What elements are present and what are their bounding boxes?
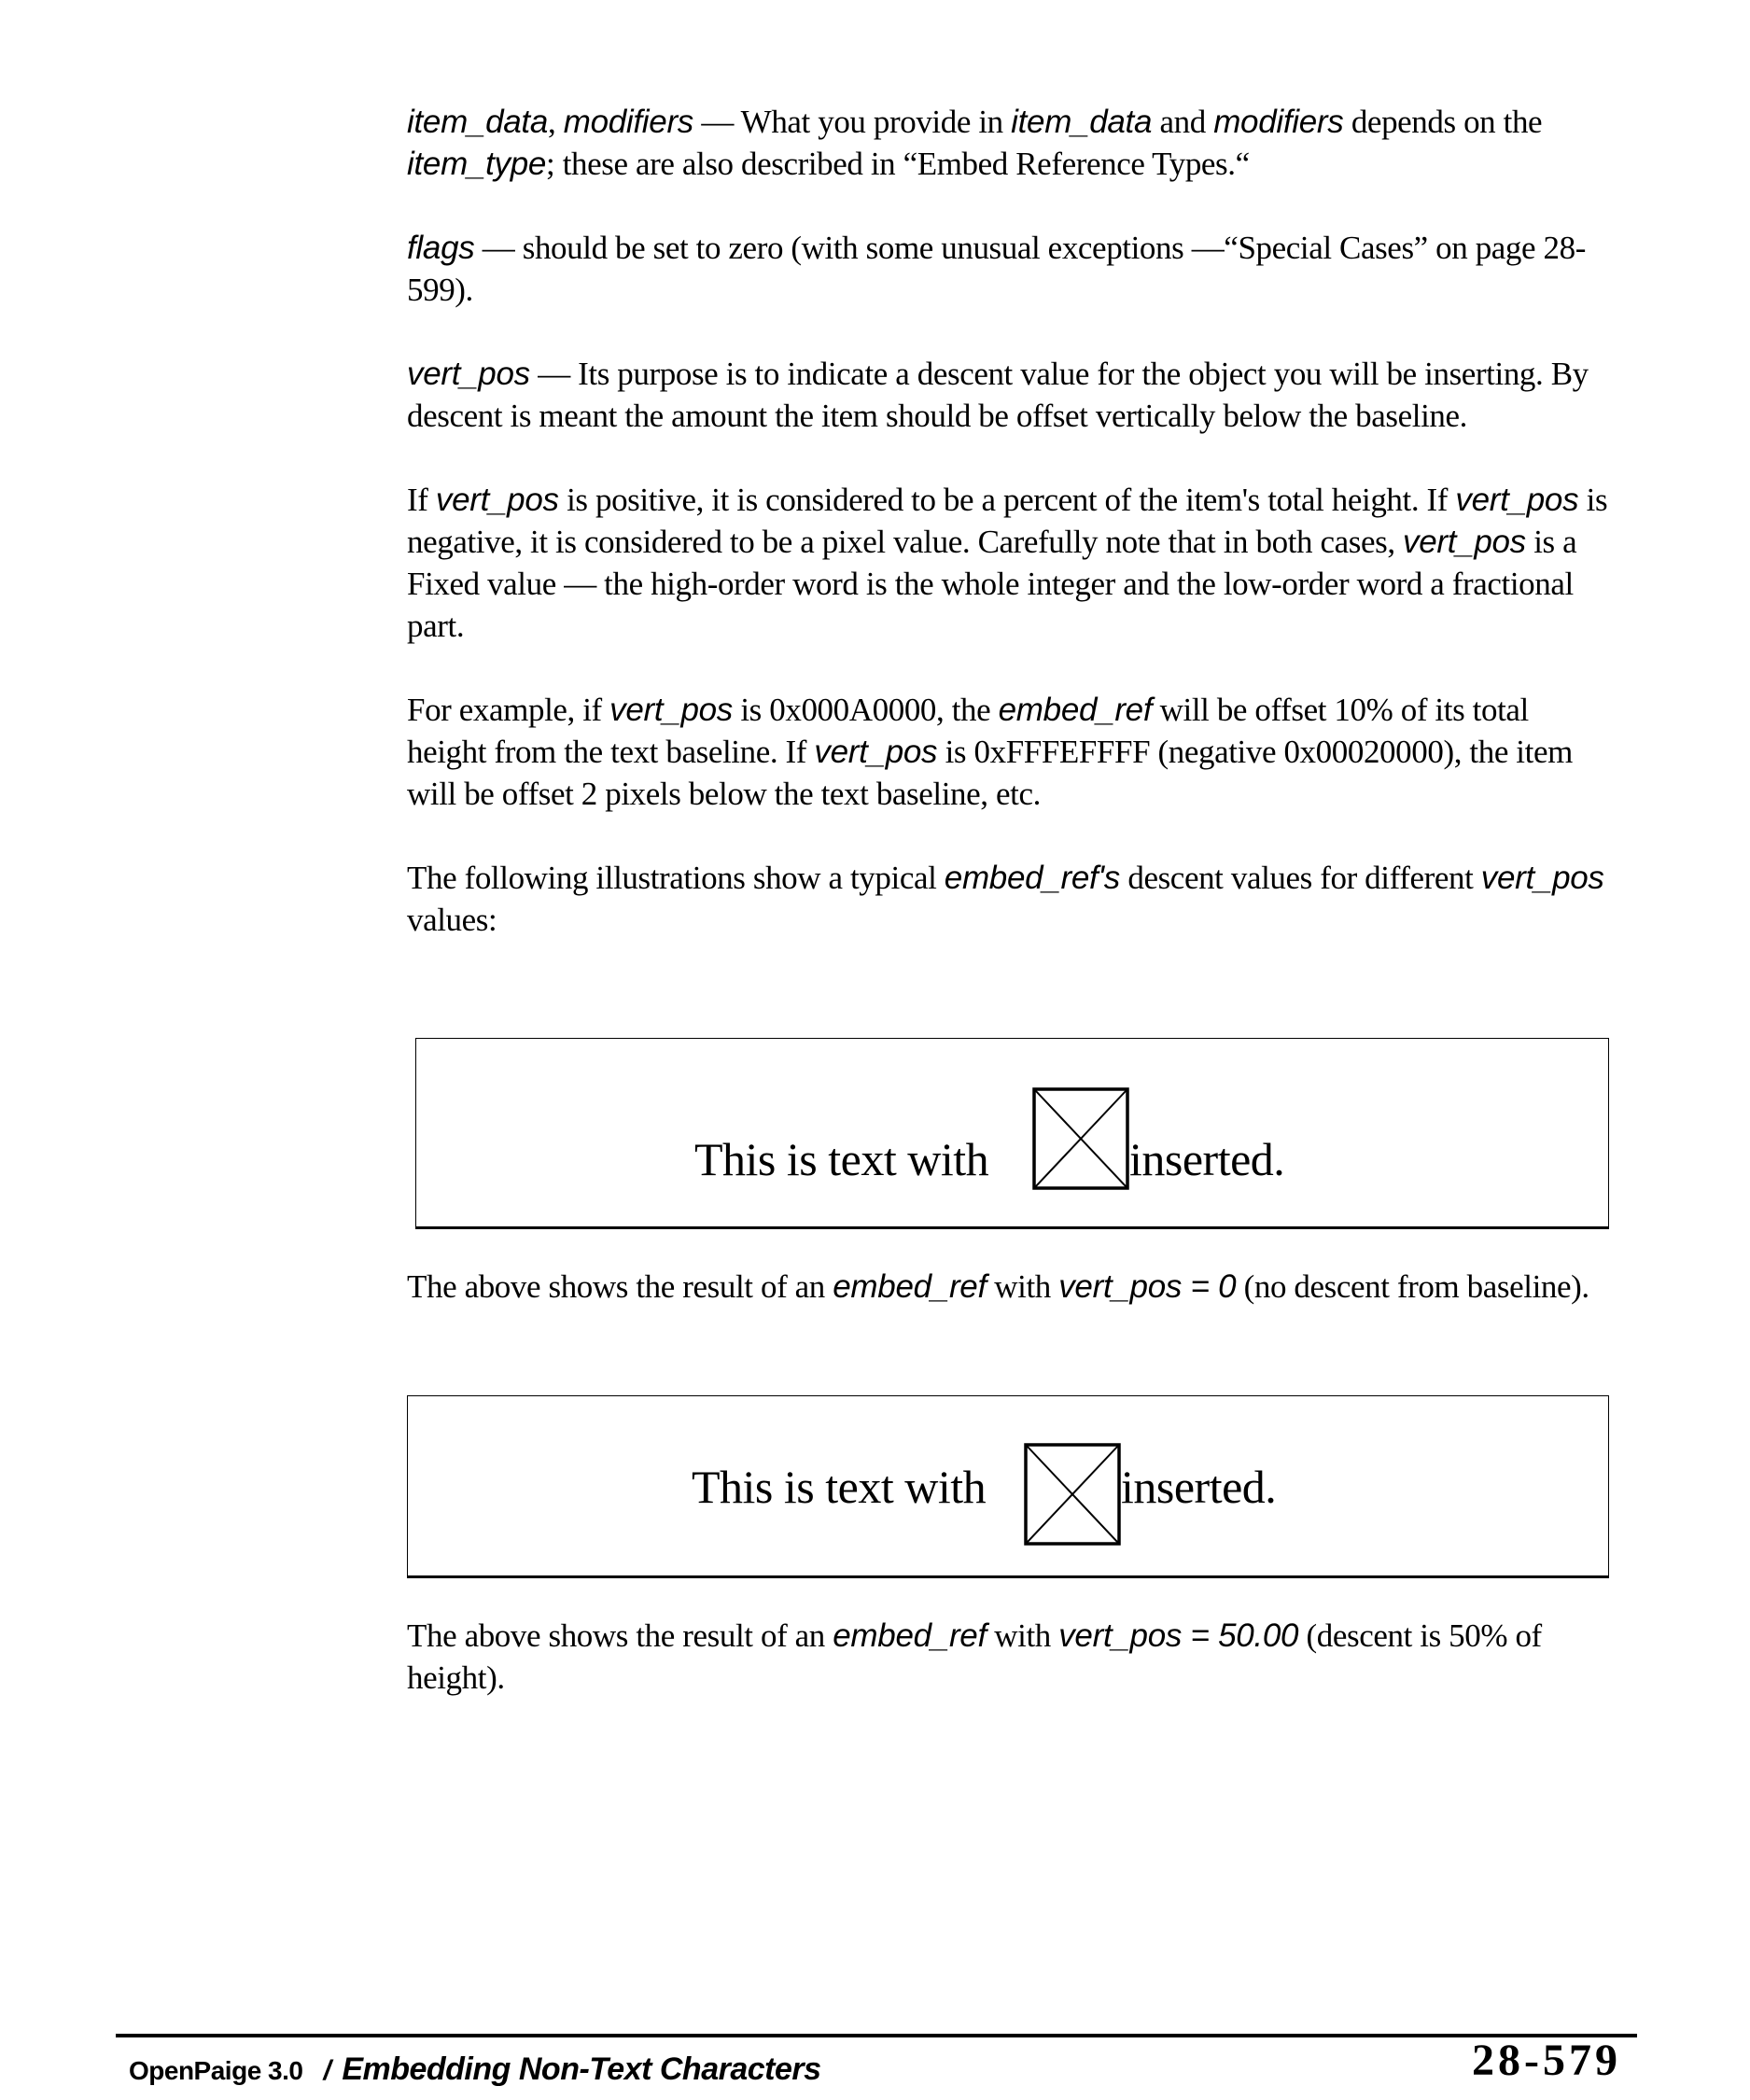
- figure-text-before: This is text with: [692, 1461, 987, 1513]
- text: is 0xFFFEFFFF (negative 0x00020000), the item will be offset 2 pixels below the text baseline, etc.: [407, 734, 1573, 812]
- text: is 0x000A0000, the: [733, 692, 999, 728]
- text: — What you provide in: [693, 104, 1012, 140]
- text: will be offset 10% of its total height from the text baseline. If: [407, 692, 1529, 770]
- vert-pos-sign-explanation: [407, 479, 1611, 647]
- param-vert-pos: [407, 353, 1611, 437]
- illustrations-intro: [407, 857, 1611, 941]
- term: vert_pos: [814, 734, 938, 770]
- term: modifiers: [1213, 104, 1344, 140]
- term: embed_ref: [998, 692, 1153, 728]
- term: embed_ref: [833, 1268, 987, 1305]
- term: item_data: [407, 104, 549, 140]
- product-name: OpenPaige 3.0: [129, 2056, 303, 2085]
- term: vert_pos: [435, 482, 559, 518]
- embedded-placeholder-x-box-icon: [1032, 1087, 1129, 1190]
- text: The following illustrations show a typical: [407, 860, 945, 896]
- text: (no descent from baseline).: [1236, 1268, 1589, 1305]
- term: item_type: [407, 146, 547, 182]
- figure-1-caption: [407, 1266, 1611, 1308]
- vert-pos-example: [407, 689, 1611, 815]
- term: vert_pos: [609, 692, 733, 728]
- text: with: [986, 1617, 1059, 1654]
- text: ,: [548, 104, 564, 140]
- text: depends on the: [1343, 104, 1543, 140]
- text: is positive, it is considered to be a percent of the item's total height. If: [558, 482, 1456, 518]
- text: The above shows the result of an: [407, 1268, 833, 1305]
- text: values:: [407, 902, 497, 938]
- text: is negative, it is considered to be a pixel value. Carefully note that in both cases,: [407, 482, 1608, 560]
- text: and: [1152, 104, 1214, 140]
- term: vert_pos: [1480, 860, 1604, 896]
- footer-divider: [116, 2034, 1637, 2037]
- term: flags: [407, 230, 475, 266]
- term: vert_pos = 0: [1058, 1268, 1237, 1305]
- term: vert_pos: [407, 356, 530, 392]
- term: vert_pos: [1403, 524, 1526, 560]
- text: descent values for different: [1120, 860, 1481, 896]
- term: embed_ref: [833, 1617, 987, 1654]
- figure-text-after: inserted.: [1129, 1133, 1285, 1185]
- term: modifiers: [563, 104, 694, 140]
- text: — should be set to zero (with some unusual exceptions —“Special Cases” on page 28-599).: [407, 230, 1586, 308]
- document-body: [407, 101, 1611, 983]
- text: — Its purpose is to indicate a descent value for the object you will be inserting. By descent is meant the amount the item should be offset vertically below the baseline.: [407, 356, 1589, 434]
- page-number: 28-579: [1472, 2036, 1621, 2085]
- text: with: [986, 1268, 1059, 1305]
- figure-text-before: This is text with: [694, 1133, 989, 1185]
- text: If: [407, 482, 436, 518]
- figure-text-after: inserted.: [1121, 1461, 1277, 1513]
- text: The above shows the result of an: [407, 1617, 833, 1654]
- term: embed_ref's: [944, 860, 1120, 896]
- param-flags: [407, 227, 1611, 311]
- text: (descent is 50% of height).: [407, 1617, 1542, 1696]
- embedded-placeholder-x-box-icon: [1024, 1443, 1121, 1546]
- figure-vert-pos-0: [415, 1038, 1609, 1229]
- term: vert_pos: [1455, 482, 1579, 518]
- text: For example, if: [407, 692, 610, 728]
- text: ; these are also described in “Embed Reference Types.“: [546, 146, 1250, 182]
- term: vert_pos = 50.00: [1058, 1617, 1299, 1654]
- param-item-data-modifiers: [407, 101, 1611, 185]
- chapter-title: Embedding Non-Text Characters: [342, 2051, 821, 2087]
- figure-vert-pos-50: [407, 1395, 1609, 1578]
- text: is a Fixed value — the high-order word is the whole integer and the low-order word a fractional part.: [407, 524, 1577, 644]
- footer-separator: /: [323, 2055, 331, 2086]
- term: item_data: [1011, 104, 1153, 140]
- figure-2-caption: [407, 1615, 1611, 1699]
- footer-title: [129, 2051, 821, 2088]
